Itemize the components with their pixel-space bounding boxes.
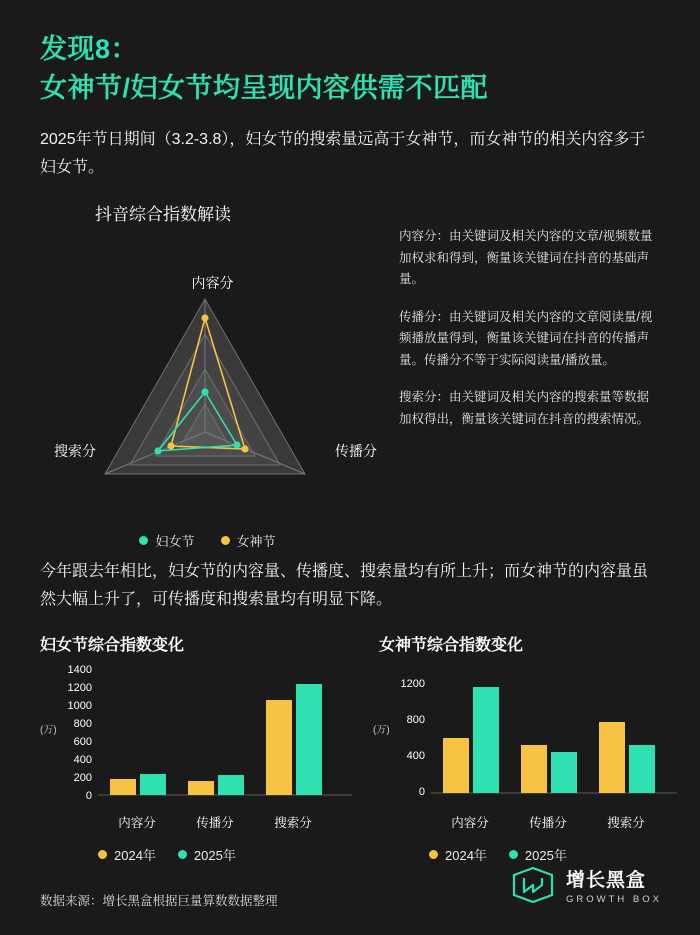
- svg-text:200: 200: [73, 772, 92, 785]
- chart-womens-day: [40, 632, 355, 864]
- chart-plot-right: [365, 661, 680, 811]
- definitions-column: [385, 200, 660, 446]
- legend-dot-icon: [139, 536, 148, 545]
- radar-left-column: [40, 200, 385, 550]
- chart-legend-left-item-0: [98, 845, 156, 864]
- chart-title-left: 妇女节综合指数变化: [40, 637, 185, 655]
- chart-legend-right-label-0: 2024年: [445, 848, 487, 864]
- chart-legend-left-label-1: 2025年: [193, 848, 236, 864]
- chart-legend-left-label-0: 2024年: [114, 848, 156, 864]
- brand-text: [566, 865, 662, 905]
- category-label-right-0: 内容分: [451, 816, 489, 831]
- definition-spread-score: 传播分：由关键词及相关内容的文章阅读量/视频播放量得到，衡量该关键词在抖音的传播声量。传播分不等于实际阅读量/播放量。: [399, 309, 653, 367]
- svg-text:0: 0: [85, 790, 92, 803]
- svg-text:1200: 1200: [67, 682, 92, 695]
- radar-axis-label-left: 搜索分: [54, 443, 96, 460]
- bar-charts-row: [40, 632, 660, 864]
- svg-text:400: 400: [73, 754, 92, 767]
- chart-right-svg: [365, 661, 680, 811]
- svg-text:1400: 1400: [67, 664, 92, 677]
- growth-box-logo-icon: [510, 865, 556, 905]
- intro-paragraph: 2025年节日期间（3.2-3.8），妇女节的搜索量远高于女神节，而女神节的相关内容多于妇女节。: [40, 131, 646, 177]
- chart-legend-right: [365, 845, 680, 864]
- legend-dot-icon: [429, 850, 438, 859]
- chart-legend-left-item-1: [178, 845, 236, 864]
- radar-axis-label-top: 内容分: [191, 275, 234, 292]
- brand-logo: [510, 865, 662, 905]
- chart-title-right: 女神节综合指数变化: [379, 637, 524, 655]
- category-label-left-1: 传播分: [196, 816, 234, 831]
- y-axis-unit-left: (万): [40, 725, 57, 737]
- definition-content-score: 内容分：由关键词及相关内容的文章/视频数量加权求和得到，衡量该关键词在抖音的基础声量。: [399, 229, 653, 287]
- radar-legend-label-1: 女神节: [236, 534, 276, 550]
- middle-paragraph: 今年跟去年相比，妇女节的内容量、传播度、搜索量均有所上升；而女神节的内容量虽然大幅上升了，可传播度和搜索量均有明显下降。: [40, 563, 649, 609]
- title-line-1: 发现8：: [40, 34, 139, 64]
- category-label-left-0: 内容分: [118, 816, 156, 831]
- y-axis-unit-right: (万): [373, 725, 390, 737]
- svg-text:800: 800: [406, 714, 425, 727]
- chart-legend-right-label-1: 2025年: [524, 848, 567, 864]
- category-labels-left: [40, 813, 355, 831]
- legend-dot-icon: [221, 536, 230, 545]
- svg-text:400: 400: [406, 750, 425, 763]
- category-label-left-2: 搜索分: [274, 816, 312, 831]
- legend-dot-icon: [98, 850, 107, 859]
- brand-name-cn: 增长黑盒: [566, 870, 647, 891]
- legend-dot-icon: [509, 850, 518, 859]
- chart-plot-left: [40, 661, 355, 811]
- radar-axis-label-right: 传播分: [335, 443, 377, 460]
- radar-legend-item-1: [221, 531, 276, 550]
- title-line-2: 女神节/妇女节均呈现内容供需不匹配: [40, 73, 489, 104]
- svg-text:1200: 1200: [400, 678, 425, 691]
- svg-text:600: 600: [73, 736, 92, 749]
- chart-legend-right-item-1: [509, 845, 567, 864]
- legend-dot-icon: [178, 850, 187, 859]
- radar-legend-item-0: [139, 531, 194, 550]
- radar-section: [40, 200, 660, 550]
- chart-legend-left: [40, 845, 355, 864]
- brand-name-en: GROWTH BOX: [566, 894, 662, 905]
- radar-legend-label-0: 妇女节: [155, 534, 195, 550]
- radar-chart: [40, 229, 385, 529]
- svg-text:800: 800: [73, 718, 92, 731]
- data-source-note: 数据来源：增长黑盒根据巨量算数数据整理: [40, 894, 278, 908]
- page-title: [40, 30, 660, 108]
- chart-legend-right-item-0: [429, 845, 487, 864]
- chart-left-svg: [40, 661, 355, 811]
- svg-text:1000: 1000: [67, 700, 92, 713]
- category-labels-right: [365, 813, 680, 831]
- definition-search-score: 搜索分：由关键词及相关内容的搜索量等数据加权得出，衡量该关键词在抖音的搜索情况。: [399, 390, 650, 426]
- radar-legend: [30, 531, 385, 550]
- chart-goddess-day: [365, 632, 680, 864]
- svg-text:0: 0: [418, 786, 425, 799]
- radar-chart-title: 抖音综合指数解读: [95, 205, 231, 225]
- category-label-right-2: 搜索分: [607, 816, 645, 831]
- category-label-right-1: 传播分: [529, 816, 567, 831]
